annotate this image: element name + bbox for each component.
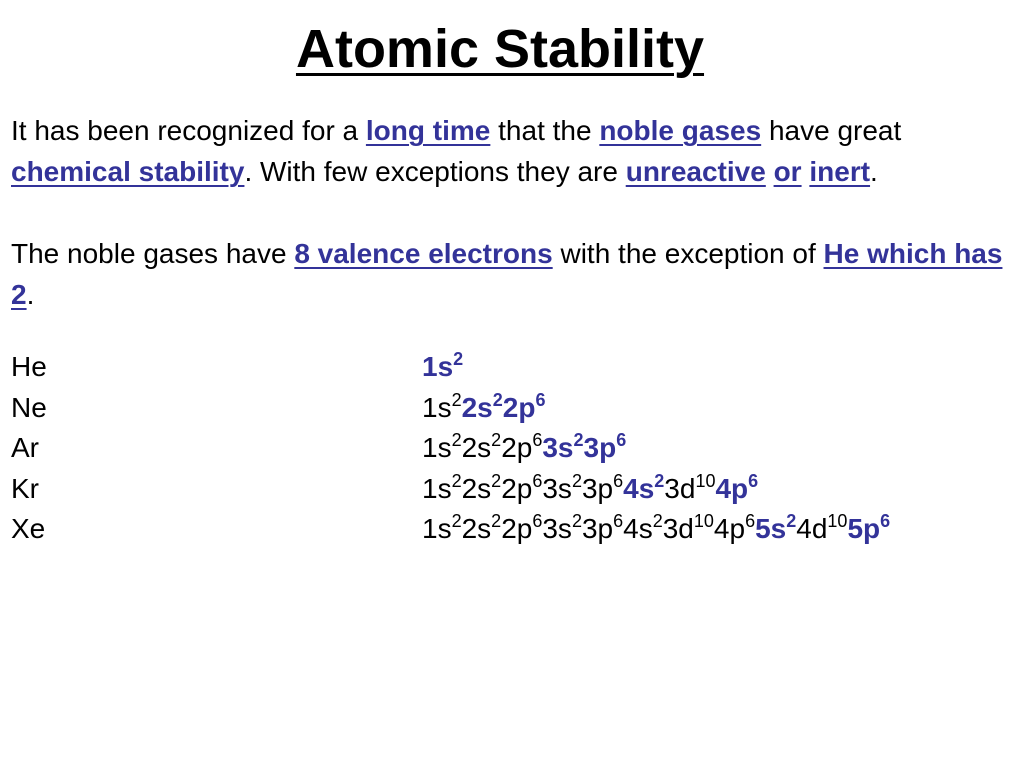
keyword-link-unreactive[interactable]: unreactive [625, 156, 766, 187]
orbital-term [582, 473, 623, 504]
orbital-label: 2s [461, 513, 492, 544]
orbital-term [755, 513, 796, 544]
valence-text: with the exception of [552, 238, 824, 269]
orbital-term [664, 473, 715, 504]
orbital-label: 3s [542, 513, 572, 544]
electron-count: 2 [786, 511, 797, 531]
slide-title: Atomic Stability [295, 19, 705, 79]
electron-configuration [422, 388, 545, 428]
orbital-term [501, 473, 542, 504]
orbital-term [422, 432, 462, 463]
electron-configuration [422, 347, 463, 387]
orbital-term [462, 432, 502, 463]
orbital-label: 2p [502, 392, 536, 423]
orbital-label: 3p [583, 432, 617, 463]
orbital-term [796, 513, 847, 544]
electron-count: 2 [571, 471, 582, 491]
element-symbol: Xe [11, 513, 46, 544]
electron-count: 2 [654, 471, 665, 491]
intro-text: It has been recognized for a [11, 115, 366, 146]
electron-count: 2 [451, 511, 462, 531]
electron-configuration [422, 509, 890, 549]
orbital-label: 5p [847, 513, 881, 544]
element-symbol: He [11, 351, 47, 382]
orbital-label: 2p [501, 513, 533, 544]
orbital-label: 3d [664, 473, 696, 504]
orbital-term [422, 392, 462, 423]
keyword-link-8-valence-electrons[interactable]: 8 valence electrons [294, 238, 553, 269]
electron-configuration [422, 428, 626, 468]
keyword-link-noble-gases[interactable]: noble gases [599, 115, 762, 146]
intro-text [766, 156, 774, 187]
orbital-label: 1s [422, 473, 452, 504]
electron-count: 2 [491, 471, 502, 491]
intro-text: have great [761, 115, 902, 146]
electron-count: 2 [573, 430, 584, 450]
valence-paragraph [11, 233, 1016, 315]
intro-text: . [870, 156, 878, 187]
orbital-label: 1s [422, 392, 452, 423]
orbital-term [422, 473, 462, 504]
electron-count: 6 [880, 511, 891, 531]
electron-count: 6 [532, 430, 543, 450]
electron-count: 6 [532, 511, 543, 531]
orbital-label: 4p [713, 513, 746, 544]
orbital-term [663, 513, 714, 544]
orbital-term [542, 513, 582, 544]
keyword-link-inert[interactable]: inert [809, 156, 871, 187]
orbital-label: 3p [581, 513, 614, 544]
orbital-label: 1s [422, 432, 452, 463]
orbital-term [542, 473, 582, 504]
electron-count: 2 [652, 511, 663, 531]
electron-count: 2 [451, 471, 462, 491]
orbital-label: 5s [755, 513, 787, 544]
orbital-term [847, 513, 890, 544]
orbital-term [462, 392, 503, 423]
valence-text: The noble gases have [11, 238, 295, 269]
electron-count: 6 [535, 390, 546, 410]
orbital-term [623, 473, 664, 504]
electron-count: 2 [491, 511, 502, 531]
element-symbol: Ar [11, 432, 39, 463]
orbital-term [623, 513, 663, 544]
orbital-label: 4d [796, 513, 828, 544]
orbital-label: 3s [542, 473, 572, 504]
orbital-term [422, 513, 462, 544]
intro-text: . With few exceptions they are [244, 156, 626, 187]
keyword-link-long-time[interactable]: long time [365, 115, 491, 146]
orbital-term [714, 513, 755, 544]
orbital-label: 4p [715, 473, 749, 504]
orbital-label: 3d [662, 513, 694, 544]
orbital-term [582, 513, 623, 544]
electron-count: 2 [451, 430, 462, 450]
orbital-term [584, 432, 627, 463]
orbital-term [501, 513, 542, 544]
orbital-label: 1s [422, 351, 454, 382]
electron-count: 2 [451, 390, 462, 410]
keyword-link-or[interactable]: or [773, 156, 802, 187]
valence-text: . [26, 279, 35, 310]
orbital-label: 3p [581, 473, 614, 504]
orbital-label: 1s [422, 513, 452, 544]
element-symbol: Kr [11, 473, 39, 504]
electron-count: 10 [695, 471, 716, 491]
orbital-label: 3s [542, 432, 574, 463]
intro-text: that the [490, 115, 600, 146]
electron-count: 6 [616, 430, 627, 450]
electron-count: 6 [613, 511, 624, 531]
orbital-term [462, 473, 502, 504]
electron-count: 10 [693, 511, 714, 531]
orbital-label: 4s [623, 473, 655, 504]
electron-count: 6 [532, 471, 543, 491]
orbital-label: 2p [501, 432, 533, 463]
orbital-term [542, 432, 583, 463]
electron-count: 2 [453, 349, 464, 369]
electron-count: 2 [492, 390, 503, 410]
orbital-label: 2s [461, 432, 492, 463]
orbital-term [715, 473, 758, 504]
electron-count: 6 [748, 471, 759, 491]
orbital-label: 4s [623, 513, 653, 544]
intro-paragraph [11, 110, 1016, 192]
orbital-label: 2s [461, 473, 492, 504]
orbital-label: 2s [461, 392, 493, 423]
keyword-link-chemical-stability[interactable]: chemical stability [11, 156, 245, 187]
element-symbol: Ne [11, 392, 47, 423]
electron-count: 2 [491, 430, 502, 450]
orbital-label: 2p [501, 473, 533, 504]
orbital-term [462, 513, 502, 544]
electron-configuration [422, 469, 758, 509]
keyword-link-he-which-has-2[interactable]: He which has 2 [11, 238, 1003, 310]
orbital-term [501, 432, 542, 463]
orbital-term [422, 351, 463, 382]
electron-count: 2 [571, 511, 582, 531]
orbital-term [503, 392, 546, 423]
electron-count: 6 [613, 471, 624, 491]
electron-count: 10 [827, 511, 848, 531]
electron-count: 6 [745, 511, 756, 531]
